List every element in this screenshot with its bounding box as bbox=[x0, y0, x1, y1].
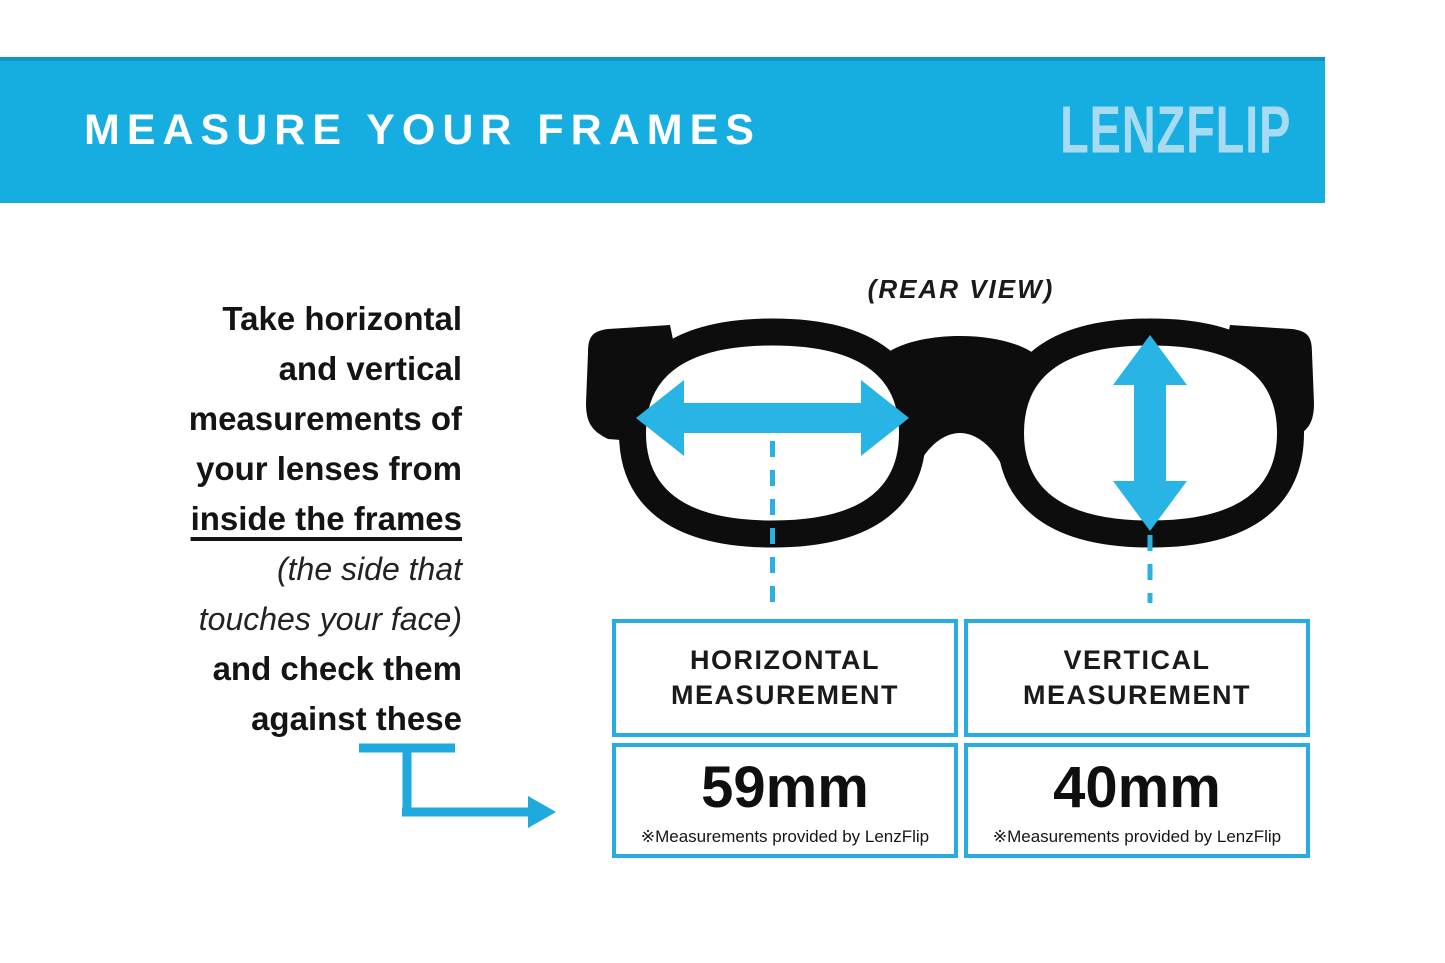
glasses-rear-view-illustration bbox=[560, 265, 1340, 615]
instruction-line: against these bbox=[251, 700, 462, 737]
horizontal-measurement-value-cell bbox=[612, 743, 958, 858]
instruction-line: measurements of bbox=[188, 400, 462, 437]
instruction-line-italic: (the side that bbox=[277, 551, 462, 587]
instruction-line-underlined: inside the frames bbox=[190, 500, 462, 537]
header-line: MEASUREMENT bbox=[1022, 680, 1251, 710]
header-line: MEASUREMENT bbox=[670, 680, 899, 710]
header-line: HORIZONTAL bbox=[690, 645, 880, 675]
vertical-measurement-value-cell bbox=[964, 743, 1310, 858]
connector-arrow-icon bbox=[352, 736, 567, 828]
rear-view-caption: (REAR VIEW) bbox=[867, 274, 1055, 304]
glasses-icon bbox=[560, 265, 1340, 615]
horizontal-measurement-header-cell bbox=[612, 619, 958, 737]
header-line: VERTICAL bbox=[1063, 645, 1211, 675]
instruction-line-italic: touches your face) bbox=[198, 601, 462, 637]
vertical-measurement-value: 40mm bbox=[1053, 754, 1221, 820]
header-banner bbox=[0, 57, 1325, 203]
instruction-line: Take horizontal bbox=[222, 300, 462, 337]
instruction-text bbox=[60, 294, 462, 744]
instruction-line: and check them bbox=[212, 650, 462, 687]
instruction-line: your lenses from bbox=[196, 450, 462, 487]
horizontal-measurement-value: 59mm bbox=[701, 754, 869, 820]
measurement-note: ※Measurements provided by LenzFlip bbox=[992, 827, 1282, 846]
lenzflip-logo: LENZFLIP bbox=[1059, 92, 1291, 168]
instruction-line: and vertical bbox=[278, 350, 462, 387]
measurement-note: ※Measurements provided by LenzFlip bbox=[640, 827, 930, 846]
page-title: MEASURE YOUR FRAMES bbox=[84, 105, 761, 154]
vertical-measurement-header-cell bbox=[964, 619, 1310, 737]
